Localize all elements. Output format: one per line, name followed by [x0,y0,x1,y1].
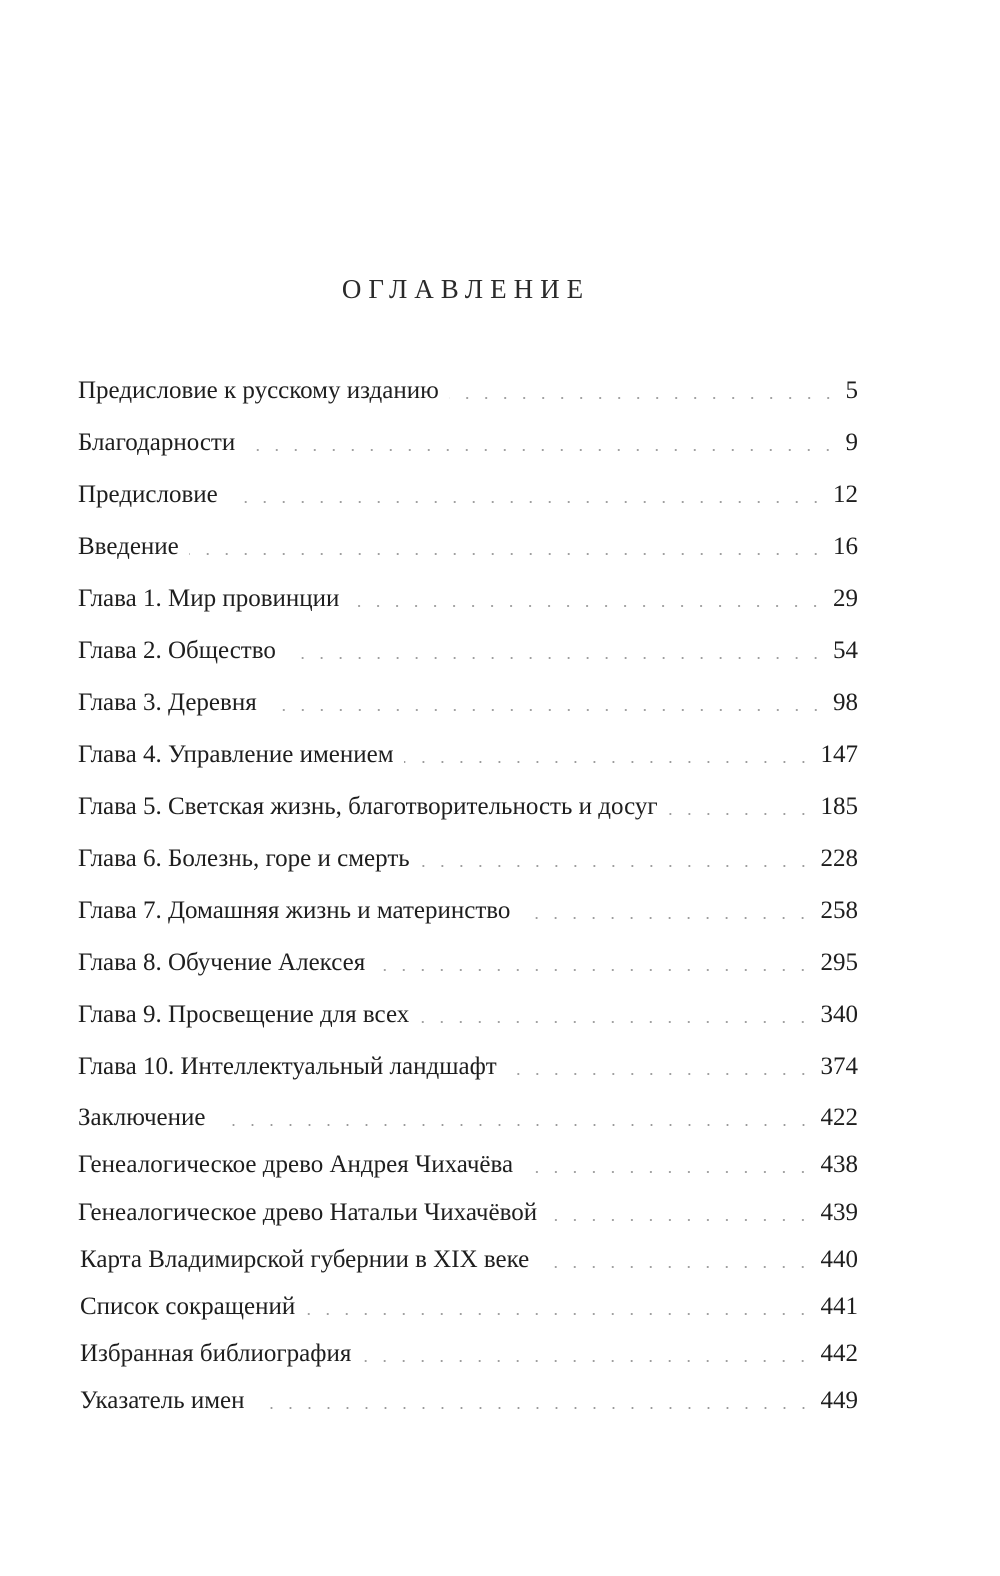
toc-entry[interactable] [78,946,858,980]
toc-entry-page[interactable]: 441 [820,1293,858,1320]
toc-entry-title[interactable]: Глава 5. Светская жизнь, благотворительность и досуг [78,793,658,820]
dot-leader [189,553,825,555]
toc-entry-title[interactable]: Введение [78,533,179,560]
dot-leader [245,449,837,451]
toc-entry[interactable] [78,634,858,668]
toc-entry-title[interactable]: Глава 7. Домашняя жизнь и материнство [78,897,511,924]
dot-leader [523,1171,812,1173]
toc-entry-page[interactable]: 439 [820,1199,858,1226]
dot-leader [420,865,813,867]
toc-entry[interactable] [78,894,858,928]
toc-entry[interactable] [78,582,858,616]
toc-entry[interactable] [80,1384,858,1418]
dot-leader [361,1360,812,1362]
toc-entry-page[interactable]: 258 [820,897,858,924]
toc-entry-title[interactable]: Глава 9. Просвещение для всех [78,1001,410,1028]
toc-entry-page[interactable]: 295 [820,949,858,976]
toc-entry[interactable] [78,1196,858,1230]
toc-entry-page[interactable]: 440 [820,1246,858,1273]
toc-entry-page[interactable]: 16 [833,533,858,560]
dot-leader [255,1407,813,1409]
toc-entry[interactable] [78,686,858,720]
toc-entry-page[interactable]: 374 [820,1053,858,1080]
toc-entry-page[interactable]: 147 [820,741,858,768]
toc-entry[interactable] [78,1101,858,1135]
dot-leader [404,761,813,763]
dot-leader [507,1073,813,1075]
toc-entry-title[interactable]: Глава 3. Деревня [78,689,257,716]
toc-entry-page[interactable]: 98 [833,689,858,716]
toc-entry[interactable] [78,1050,858,1084]
toc-entry-title[interactable]: Список сокращений [80,1293,296,1320]
toc-entry-page[interactable]: 5 [845,377,858,404]
toc-entry-page[interactable]: 228 [820,845,858,872]
dot-leader [419,1021,812,1023]
dot-leader [267,709,825,711]
toc-entry-page[interactable]: 449 [820,1387,858,1414]
toc-entry-title[interactable]: Предисловие [78,481,218,508]
toc-entry-page[interactable]: 9 [845,429,858,456]
toc-entry-page[interactable]: 185 [820,793,858,820]
toc-entry-title[interactable]: Заключение [78,1104,206,1131]
toc-entry-title[interactable]: Указатель имен [80,1387,245,1414]
toc-entry-title[interactable]: Избранная библиография [80,1340,352,1367]
dot-leader [216,1124,813,1126]
toc-entry-title[interactable]: Глава 4. Управление имением [78,741,394,768]
toc-entry[interactable] [78,478,858,512]
toc-entry-title[interactable]: Генеалогическое древо Натальи Чихачёвой [78,1199,538,1226]
toc-entry-page[interactable]: 422 [820,1104,858,1131]
toc-entry-page[interactable]: 29 [833,585,858,612]
toc-entry[interactable] [80,1290,858,1324]
toc-entry-title[interactable]: Генеалогическое древо Андрея Чихачёва [78,1151,514,1178]
toc-entry-page[interactable]: 12 [833,481,858,508]
toc-entry[interactable] [78,426,858,460]
toc-entry-title[interactable]: Карта Владимирской губернии в XIX веке [80,1246,530,1273]
toc-entry-page[interactable]: 54 [833,637,858,664]
dot-leader [305,1313,812,1315]
page-title: ОГЛАВЛЕНИЕ [341,274,591,304]
toc-entry[interactable] [80,1243,858,1277]
dot-leader [349,605,825,607]
toc-entry[interactable] [80,1337,858,1371]
dot-leader [547,1219,812,1221]
toc-entry[interactable] [78,1148,858,1182]
toc-entry-page[interactable]: 442 [820,1340,858,1367]
dot-leader [228,501,825,503]
toc-entry[interactable] [78,374,858,408]
dot-leader [286,657,825,659]
toc-entry-title[interactable]: Глава 1. Мир провинции [78,585,340,612]
toc-entry-title[interactable]: Глава 10. Интеллектуальный ландшафт [78,1053,497,1080]
toc-entry[interactable] [78,530,858,564]
toc-entry[interactable] [78,842,858,876]
dot-leader [449,397,838,399]
toc-entry[interactable] [78,738,858,772]
toc-entry-title[interactable]: Глава 6. Болезнь, горе и смерть [78,845,410,872]
toc-entry-title[interactable]: Предисловие к русскому изданию [78,377,439,404]
dot-leader [539,1266,812,1268]
toc-entry-title[interactable]: Благодарности [78,429,236,456]
dot-leader [668,813,813,815]
toc-entry-page[interactable]: 438 [820,1151,858,1178]
toc-entry[interactable] [78,790,858,824]
toc-entry-title[interactable]: Глава 8. Обучение Алексея [78,949,366,976]
toc-entry-title[interactable]: Глава 2. Общество [78,637,276,664]
dot-leader [520,917,812,919]
toc-entry[interactable] [78,998,858,1032]
dot-leader [375,969,812,971]
toc-entry-page[interactable]: 340 [820,1001,858,1028]
